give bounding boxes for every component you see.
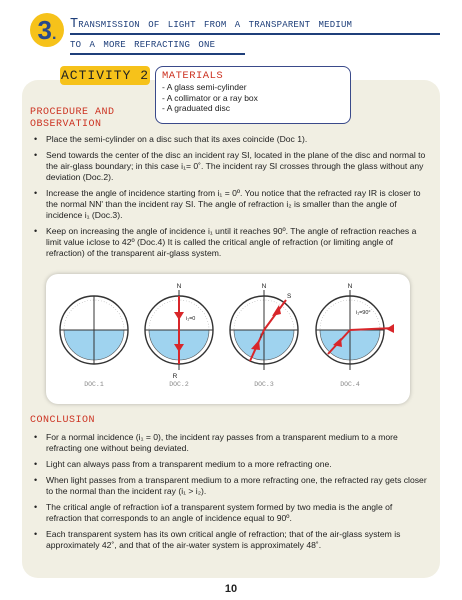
conclusion-item: • For a normal incidence (i₁ = 0), the incident ray passes from a transparent medium to a more refracting one without being deviated. xyxy=(30,432,430,454)
materials-box xyxy=(155,66,351,124)
doc2-figure xyxy=(145,290,213,370)
doc4-figure xyxy=(316,290,394,370)
conclusion-item: • Light can always pass from a transparent medium to a more refracting one. xyxy=(30,459,430,470)
materials-title: MATERIALS xyxy=(162,70,224,82)
materials-item: - A graduated disc xyxy=(162,103,231,113)
doc-label: DOC.1 xyxy=(84,381,104,388)
procedure-item: • Increase the angle of incidence starting from i₁ = 0º. You notice that the refracted ray IR is closer to the normal NN' than the incident ray SI. The angle of refraction i₂ is smaller than the angle of incidence i₁ (Doc.3). xyxy=(30,188,430,221)
page-number: 10 xyxy=(224,583,238,595)
procedure-heading-line2: OBSERVATION xyxy=(30,119,102,130)
normal-label: N xyxy=(176,283,182,290)
procedure-item: • Keep on increasing the angle of incidence i₁ until it reaches 90º. The angle of refraction reaches a limit value iₗclose to 42º (Doc.4) It is called the critical angle of refraction (or limiting angle of refraction) of the transparent air-glass system. xyxy=(30,226,430,259)
materials-item: - A glass semi-cylinder xyxy=(162,82,247,92)
conclusion-item: • The critical angle of refraction iₗof a transparent system formed by two media is the angle of refraction that corresponds to an angle of incidence equal to 90º. xyxy=(30,502,430,524)
normal-label: N xyxy=(347,283,353,290)
section-number-badge xyxy=(30,13,64,47)
source-label: S xyxy=(287,293,292,300)
title-underline-2 xyxy=(70,53,245,55)
title-underline-1 xyxy=(70,33,440,35)
procedure-heading xyxy=(30,107,115,131)
doc3-figure xyxy=(230,290,298,370)
doc-label: DOC.4 xyxy=(340,381,360,388)
section-number: 3 xyxy=(37,15,52,45)
conclusion-item: • When light passes from a transparent medium to a more refracting one, the refracted ray gets closer to the normal than the incident ray (i₁ > i₂). xyxy=(30,475,430,497)
section-title-line2: to a more refracting one xyxy=(70,37,216,52)
normal-label: N xyxy=(261,283,267,290)
figures-panel xyxy=(46,274,410,404)
procedure-item: • Place the semi-cylinder on a disc such that its axes coincide (Doc 1). xyxy=(30,134,430,145)
conclusion-list xyxy=(30,432,430,556)
section-header xyxy=(30,13,440,63)
procedure-item: • Send towards the center of the disc an incident ray SI, located in the plane of the disc and normal to the air-glass boundary; in this case i₁= 0˚. The incident ray SI crosses through the glass without any deviation (Doc.2). xyxy=(30,150,430,183)
procedure-heading-line1: PROCEDURE AND xyxy=(30,107,115,118)
activity-tag: ACTIVITY 2 xyxy=(60,68,149,83)
ray-arrow xyxy=(386,324,394,333)
doc-label: DOC.3 xyxy=(254,381,274,388)
refracted-label: R xyxy=(172,373,178,380)
procedure-list xyxy=(30,134,430,264)
incidence-point-label: I xyxy=(260,333,262,340)
section-title-line1: Transmission of light from a transparent medium xyxy=(70,17,353,32)
section-number-dot: . xyxy=(52,26,57,43)
angle-label: i₁=90° xyxy=(356,310,371,316)
materials-item: - A collimator or a ray box xyxy=(162,92,258,103)
refraction-figures xyxy=(46,274,410,404)
doc1-figure xyxy=(60,296,128,364)
doc-label: DOC.2 xyxy=(169,381,189,388)
conclusion-heading: CONCLUSION xyxy=(30,415,96,426)
materials-list xyxy=(162,82,344,114)
conclusion-item: • Each transparent system has its own critical angle of refraction; that of the air-glass system is approximately 42˚, and that of the air-water system is approximately 48˚. xyxy=(30,529,430,551)
angle-label: i₁=0 xyxy=(186,316,196,322)
